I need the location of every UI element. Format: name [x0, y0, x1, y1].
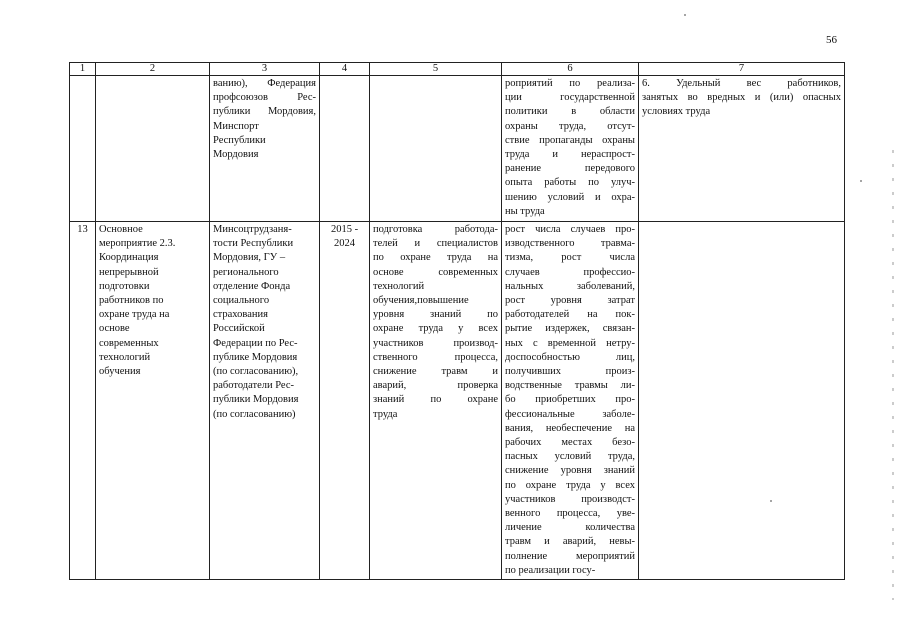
- header-row: [70, 63, 845, 76]
- text-line: ны труда: [505, 205, 545, 217]
- cont-col7: [639, 76, 845, 222]
- cont-col5: [370, 76, 502, 222]
- row13-measure: [96, 222, 210, 580]
- row13-results: [370, 222, 502, 580]
- text-line: тизма, рост числа: [505, 252, 635, 264]
- text-line: знаний по охране: [373, 394, 498, 406]
- cont-col3: [210, 76, 320, 222]
- text-line: основе современных: [373, 266, 498, 278]
- text-line: ственного процесса,: [373, 351, 498, 363]
- header-cell-2: 2: [96, 63, 210, 76]
- text-line: личение количества: [505, 522, 635, 534]
- text-line: основе: [99, 323, 130, 335]
- text-line: ствие пропаганды охраны: [505, 134, 635, 146]
- row13-number: 13: [70, 222, 96, 580]
- text-line: по реализации госу-: [505, 564, 596, 576]
- text-line: отделение Фонда: [213, 280, 291, 292]
- text-line: рост числа случаев про-: [505, 224, 635, 235]
- text-line: занятых во вредных и (или) опасных: [642, 92, 841, 104]
- text-line: технологий: [373, 280, 425, 292]
- header-cell-1: 1: [70, 63, 96, 76]
- row13-period: [320, 222, 370, 580]
- text-line: (по согласованию),: [213, 366, 299, 378]
- text-line: публики Мордовия: [213, 394, 299, 406]
- row13-consequences: [502, 222, 639, 580]
- text-line: охране труда у всех: [373, 323, 498, 335]
- text-line: труда и нераспрост-: [505, 149, 635, 161]
- text-line: публике Мордовия: [213, 351, 298, 363]
- text-line: телей и специалистов: [373, 238, 498, 250]
- text-line: современных: [99, 337, 159, 349]
- text-line: бо приобретших про-: [505, 394, 635, 406]
- text-line: работодателей на пок-: [505, 309, 635, 321]
- text-line: обучения: [99, 366, 141, 378]
- text-line: условиях труда: [642, 106, 711, 118]
- text-line: Минспорт: [213, 120, 259, 132]
- text-line: изводственного травма-: [505, 238, 635, 250]
- text-line: Минсоцтрудзаня-: [213, 224, 292, 235]
- text-line: Мордовия, ГУ –: [213, 252, 286, 264]
- text-line: Координация: [99, 252, 159, 264]
- text-line: профсоюзов Рес-: [213, 92, 316, 104]
- text-line: подготовка работода-: [373, 224, 498, 235]
- scan-speck: [770, 500, 772, 502]
- text-line: регионального: [213, 266, 279, 278]
- text-line: рабочих местах безо-: [505, 437, 635, 449]
- text-line: ванию), Федерация: [213, 78, 316, 89]
- header-cell-7: 7: [639, 63, 845, 76]
- row-13: [70, 222, 845, 580]
- text-line: технологий: [99, 351, 151, 363]
- text-line: работников по: [99, 295, 164, 307]
- text-line: подготовки: [99, 280, 150, 292]
- text-line: ных с временной нетру-: [505, 337, 635, 349]
- text-line: роприятий по реализа-: [505, 78, 635, 89]
- page-number: 56: [826, 34, 837, 46]
- text-line: непрерывной: [99, 266, 159, 278]
- text-line: Федерации по Рес-: [213, 337, 298, 349]
- scan-speck: [684, 14, 686, 16]
- text-line: по охране труда у всех: [505, 479, 635, 491]
- text-line: рост уровня затрат: [505, 295, 635, 307]
- text-line: 6. Удельный вес работников,: [642, 78, 841, 89]
- text-line: участников производст-: [505, 493, 635, 505]
- text-line: венного процесса, уве-: [505, 508, 635, 520]
- text-line: травм и аварий, невы-: [505, 536, 635, 548]
- text-line: пасных условий труда,: [505, 451, 635, 463]
- text-line: политики в области: [505, 106, 635, 118]
- header-cell-5: 5: [370, 63, 502, 76]
- text-line: 2024: [334, 238, 355, 250]
- header-cell-4: 4: [320, 63, 370, 76]
- text-line: случаев профессио-: [505, 266, 635, 278]
- scan-edge-noise: [892, 150, 894, 600]
- text-line: работодатели Рес-: [213, 380, 295, 392]
- text-line: Республики: [213, 134, 266, 146]
- text-line: опыта работы по улуч-: [505, 177, 635, 189]
- text-line: снижение травм и: [373, 366, 498, 378]
- text-line: полнение мероприятий: [505, 550, 635, 562]
- text-line: 2015 -: [330, 224, 359, 235]
- text-line: ции государственной: [505, 92, 635, 104]
- text-line: мероприятие 2.3.: [99, 238, 176, 250]
- text-line: Основное: [99, 224, 143, 235]
- cont-col1: [70, 76, 96, 222]
- text-line: страхования: [213, 309, 268, 321]
- text-line: охраны труда, отсут-: [505, 120, 635, 132]
- continued-row: [70, 76, 845, 222]
- cont-col2: [96, 76, 210, 222]
- measures-table: [69, 62, 845, 580]
- row13-executors: [210, 222, 320, 580]
- text-line: охране труда на: [99, 309, 170, 321]
- text-line: публики Мордовия,: [213, 106, 316, 118]
- text-line: рытие издержек, связан-: [505, 323, 635, 335]
- text-line: социального: [213, 295, 270, 307]
- text-line: фессиональные заболе-: [505, 408, 635, 420]
- header-cell-6: 6: [502, 63, 639, 76]
- cont-col4: [320, 76, 370, 222]
- text-line: ранение передового: [505, 163, 635, 175]
- text-line: снижение уровня знаний: [505, 465, 635, 477]
- text-line: доспособностью лиц,: [505, 351, 635, 363]
- text-line: аварий, проверка: [373, 380, 498, 392]
- cont-col6: [502, 76, 639, 222]
- text-line: Мордовия: [213, 149, 259, 161]
- scan-speck: [860, 180, 862, 182]
- text-line: получивших произ-: [505, 366, 635, 378]
- text-line: труда: [373, 408, 398, 420]
- text-line: уровня знаний по: [373, 309, 498, 321]
- text-line: (по согласованию): [213, 408, 296, 420]
- header-cell-3: 3: [210, 63, 320, 76]
- row13-indicators: [639, 222, 845, 580]
- text-line: вания, необеспечение на: [505, 422, 635, 434]
- text-line: обучения,повышение: [373, 295, 469, 307]
- text-line: шению условий и охра-: [505, 191, 635, 203]
- text-line: участников производ-: [373, 337, 498, 349]
- text-line: водственные травмы ли-: [505, 380, 635, 392]
- text-line: Российской: [213, 323, 265, 335]
- text-line: тости Республики: [213, 238, 294, 250]
- text-line: нальных заболеваний,: [505, 280, 635, 292]
- text-line: по охране труда на: [373, 252, 498, 264]
